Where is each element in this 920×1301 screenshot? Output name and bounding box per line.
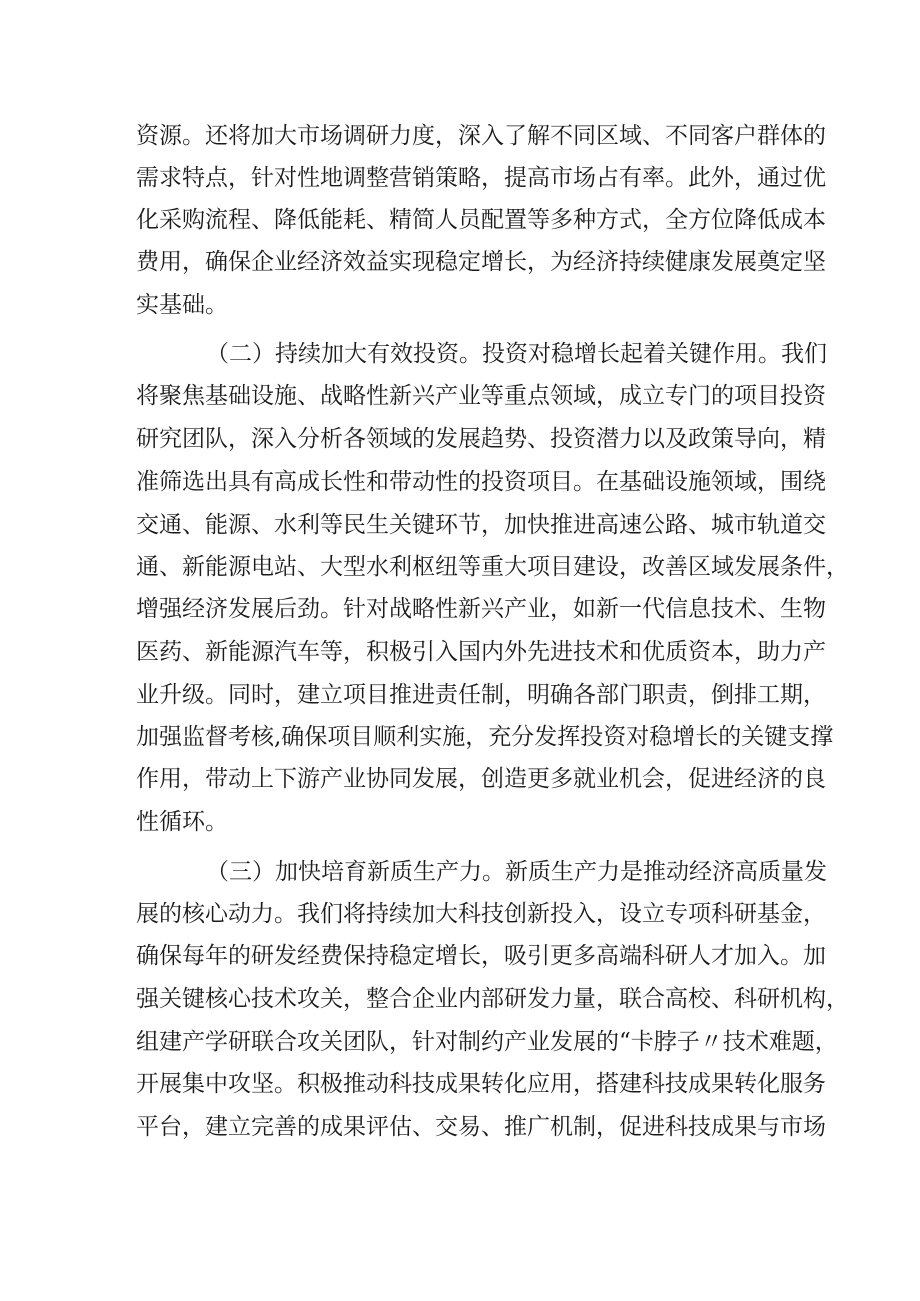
text-line: （三）加快培育新质生产力。新质生产力是推动经济高质量发 — [206, 859, 827, 885]
text-line: 化采购流程、降低能耗、精简人员配置等多种方式，全方位降低成本 — [136, 207, 826, 233]
text-line: 交通、能源、水利等民生关键环节，加快推进高速公路、城市轨道交 — [136, 512, 826, 538]
text-line: 实基础。 — [136, 292, 228, 318]
text-line: 通、新能源电站、大型水利枢纽等重大项目建设，改善区域发展条件， — [136, 554, 849, 580]
text-line: 平台，建立完善的成果评估、交易、推广机制，促进科技成果与市场 — [136, 1114, 826, 1140]
text-line: 作用，带动上下游产业协同发展，创造更多就业机会，促进经济的良 — [136, 766, 826, 792]
text-line: 开展集中攻坚。积极推动科技成果转化应用，搭建科技成果转化服务 — [136, 1071, 826, 1097]
text-line: 资源。还将加大市场调研力度，深入了解不同区域、不同客户群体的 — [136, 123, 826, 149]
text-line: 确保每年的研发经费保持稳定增长，吸引更多高端科研人才加入。加 — [136, 943, 826, 969]
text-line: 组建产学研联合攻关团队，针对制约产业发展的“卡脖子〃技术难题， — [136, 1029, 838, 1055]
text-line: 将聚焦基础设施、战略性新兴产业等重点领域，成立专门的项目投资 — [136, 383, 826, 409]
text-line: 需求特点，针对性地调整营销策略，提高市场占有率。此外，通过优 — [136, 165, 826, 191]
text-line: （二）持续加大有效投资。投资对稳增长起着关键作用。我们 — [206, 341, 827, 367]
text-line: 准筛选出具有高成长性和带动性的投资项目。在基础设施领域，围绕 — [136, 469, 826, 495]
text-line: 费用，确保企业经济效益实现稳定增长，为经济持续健康发展奠定坚 — [136, 249, 826, 275]
text-line: 性循环。 — [136, 809, 228, 835]
text-line: 展的核心动力。我们将持续加大科技创新投入，设立专项科研基金， — [136, 901, 826, 927]
text-line: 强关键核心技术攻关，整合企业内部研发力量，联合高校、科研机构， — [136, 986, 849, 1012]
text-line: 业升级。同时，建立项目推进责任制，明确各部门职责，倒排工期， — [136, 682, 826, 708]
text-line: 研究团队，深入分析各领域的发展趋势、投资潜力以及政策导向，精 — [136, 426, 826, 452]
text-line: 加强监督考核,确保项目顺利实施，充分发挥投资对稳增长的关键支撑 — [136, 724, 834, 750]
text-line: 增强经济发展后劲。针对战略性新兴产业，如新一代信息技术、生物 — [136, 596, 826, 622]
text-line: 医药、新能源汽车等，积极引入国内外先进技术和优质资本，助力产 — [136, 639, 826, 665]
